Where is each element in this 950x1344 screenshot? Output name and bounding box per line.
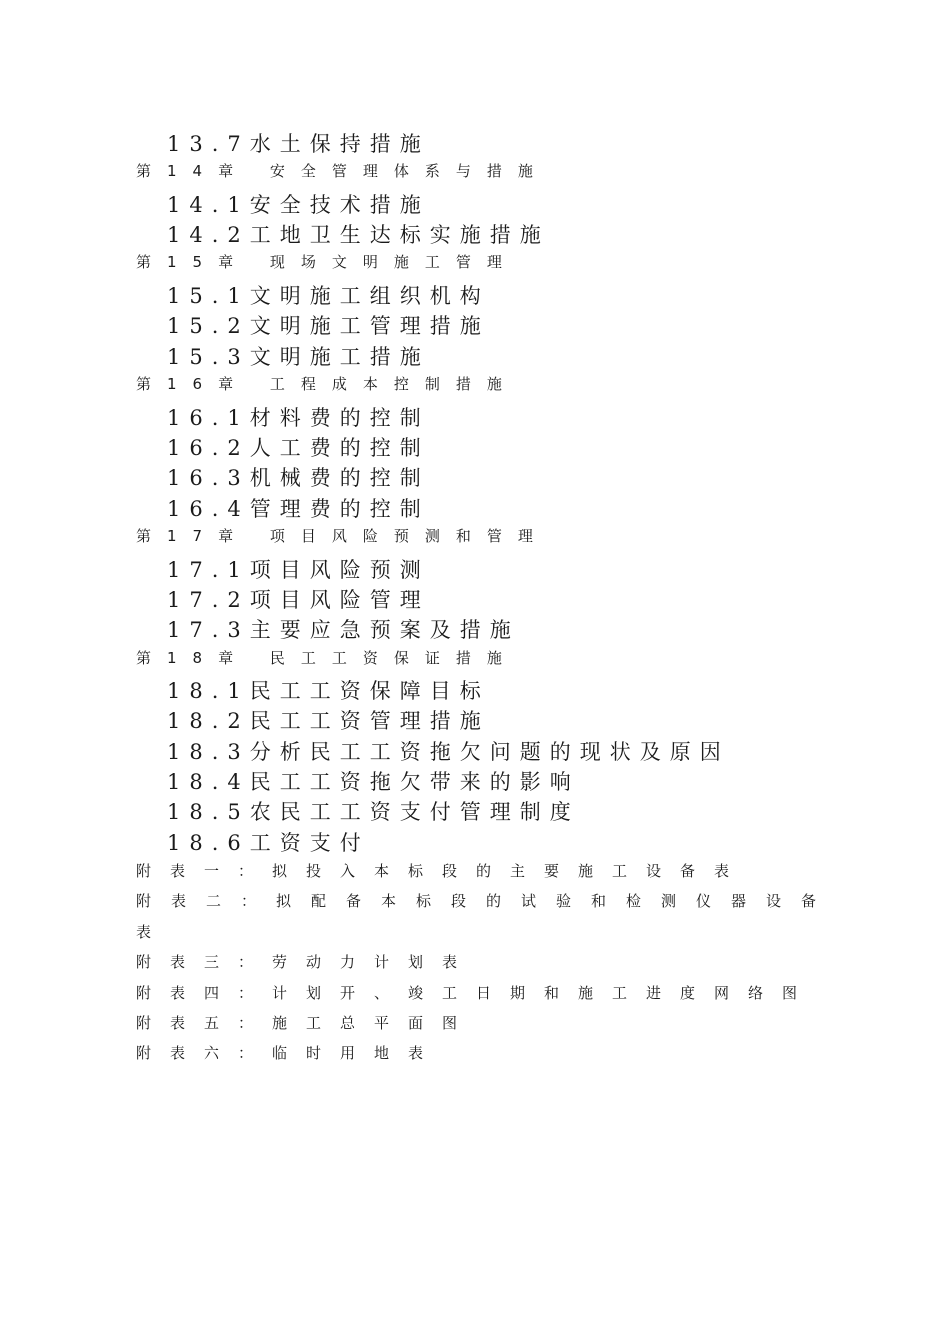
toc-section-16-1[interactable]: 16.1材料费的控制 <box>167 406 430 430</box>
toc-appendix-5[interactable]: 附表五：施工总平面图 <box>136 1014 477 1032</box>
toc-section-13-7[interactable]: 13.7水土保持措施 <box>167 132 430 156</box>
toc-section-18-6[interactable]: 18.6工资支付 <box>167 831 370 855</box>
toc-section-16-4[interactable]: 16.4管理费的控制 <box>167 497 430 521</box>
toc-appendix-1[interactable]: 附表一：拟投入本标段的主要施工设备表 <box>136 862 749 880</box>
toc-section-18-5[interactable]: 18.5农民工工资支付管理制度 <box>167 800 580 824</box>
toc-section-14-2[interactable]: 14.2工地卫生达标实施措施 <box>167 223 550 247</box>
toc-section-17-3[interactable]: 17.3主要应急预案及措施 <box>167 618 520 642</box>
toc-appendix-6[interactable]: 附表六：临时用地表 <box>136 1044 443 1062</box>
toc-section-16-2[interactable]: 16.2人工费的控制 <box>167 436 430 460</box>
toc-section-18-1[interactable]: 18.1民工工资保障目标 <box>167 679 490 703</box>
toc-section-18-3[interactable]: 18.3分析民工工资拖欠问题的现状及原因 <box>167 740 730 764</box>
toc-chapter-17[interactable]: 第17章 项目风险预测和管理 <box>136 527 549 545</box>
toc-appendix-4[interactable]: 附表四：计划开、竣工日期和施工进度网络图 <box>136 984 817 1002</box>
toc-appendix-2-continued[interactable]: 表 <box>136 923 171 941</box>
toc-section-14-1[interactable]: 14.1安全技术措施 <box>167 193 430 217</box>
toc-section-15-1[interactable]: 15.1文明施工组织机构 <box>167 284 490 308</box>
toc-section-18-2[interactable]: 18.2民工工资管理措施 <box>167 709 490 733</box>
toc-appendix-3[interactable]: 附表三：劳动力计划表 <box>136 953 477 971</box>
toc-chapter-15[interactable]: 第15章 现场文明施工管理 <box>136 253 518 271</box>
toc-chapter-14[interactable]: 第14章 安全管理体系与措施 <box>136 162 549 180</box>
toc-section-18-4[interactable]: 18.4民工工资拖欠带来的影响 <box>167 770 580 794</box>
toc-section-16-3[interactable]: 16.3机械费的控制 <box>167 466 430 490</box>
toc-chapter-16[interactable]: 第16章 工程成本控制措施 <box>136 375 518 393</box>
toc-appendix-2[interactable]: 附表二：拟配备本标段的试验和检测仪器设备 <box>136 892 837 910</box>
toc-section-15-2[interactable]: 15.2文明施工管理措施 <box>167 314 490 338</box>
toc-section-17-2[interactable]: 17.2项目风险管理 <box>167 588 430 612</box>
toc-chapter-18[interactable]: 第18章 民工工资保证措施 <box>136 649 518 667</box>
toc-section-17-1[interactable]: 17.1项目风险预测 <box>167 558 430 582</box>
toc-section-15-3[interactable]: 15.3文明施工措施 <box>167 345 430 369</box>
